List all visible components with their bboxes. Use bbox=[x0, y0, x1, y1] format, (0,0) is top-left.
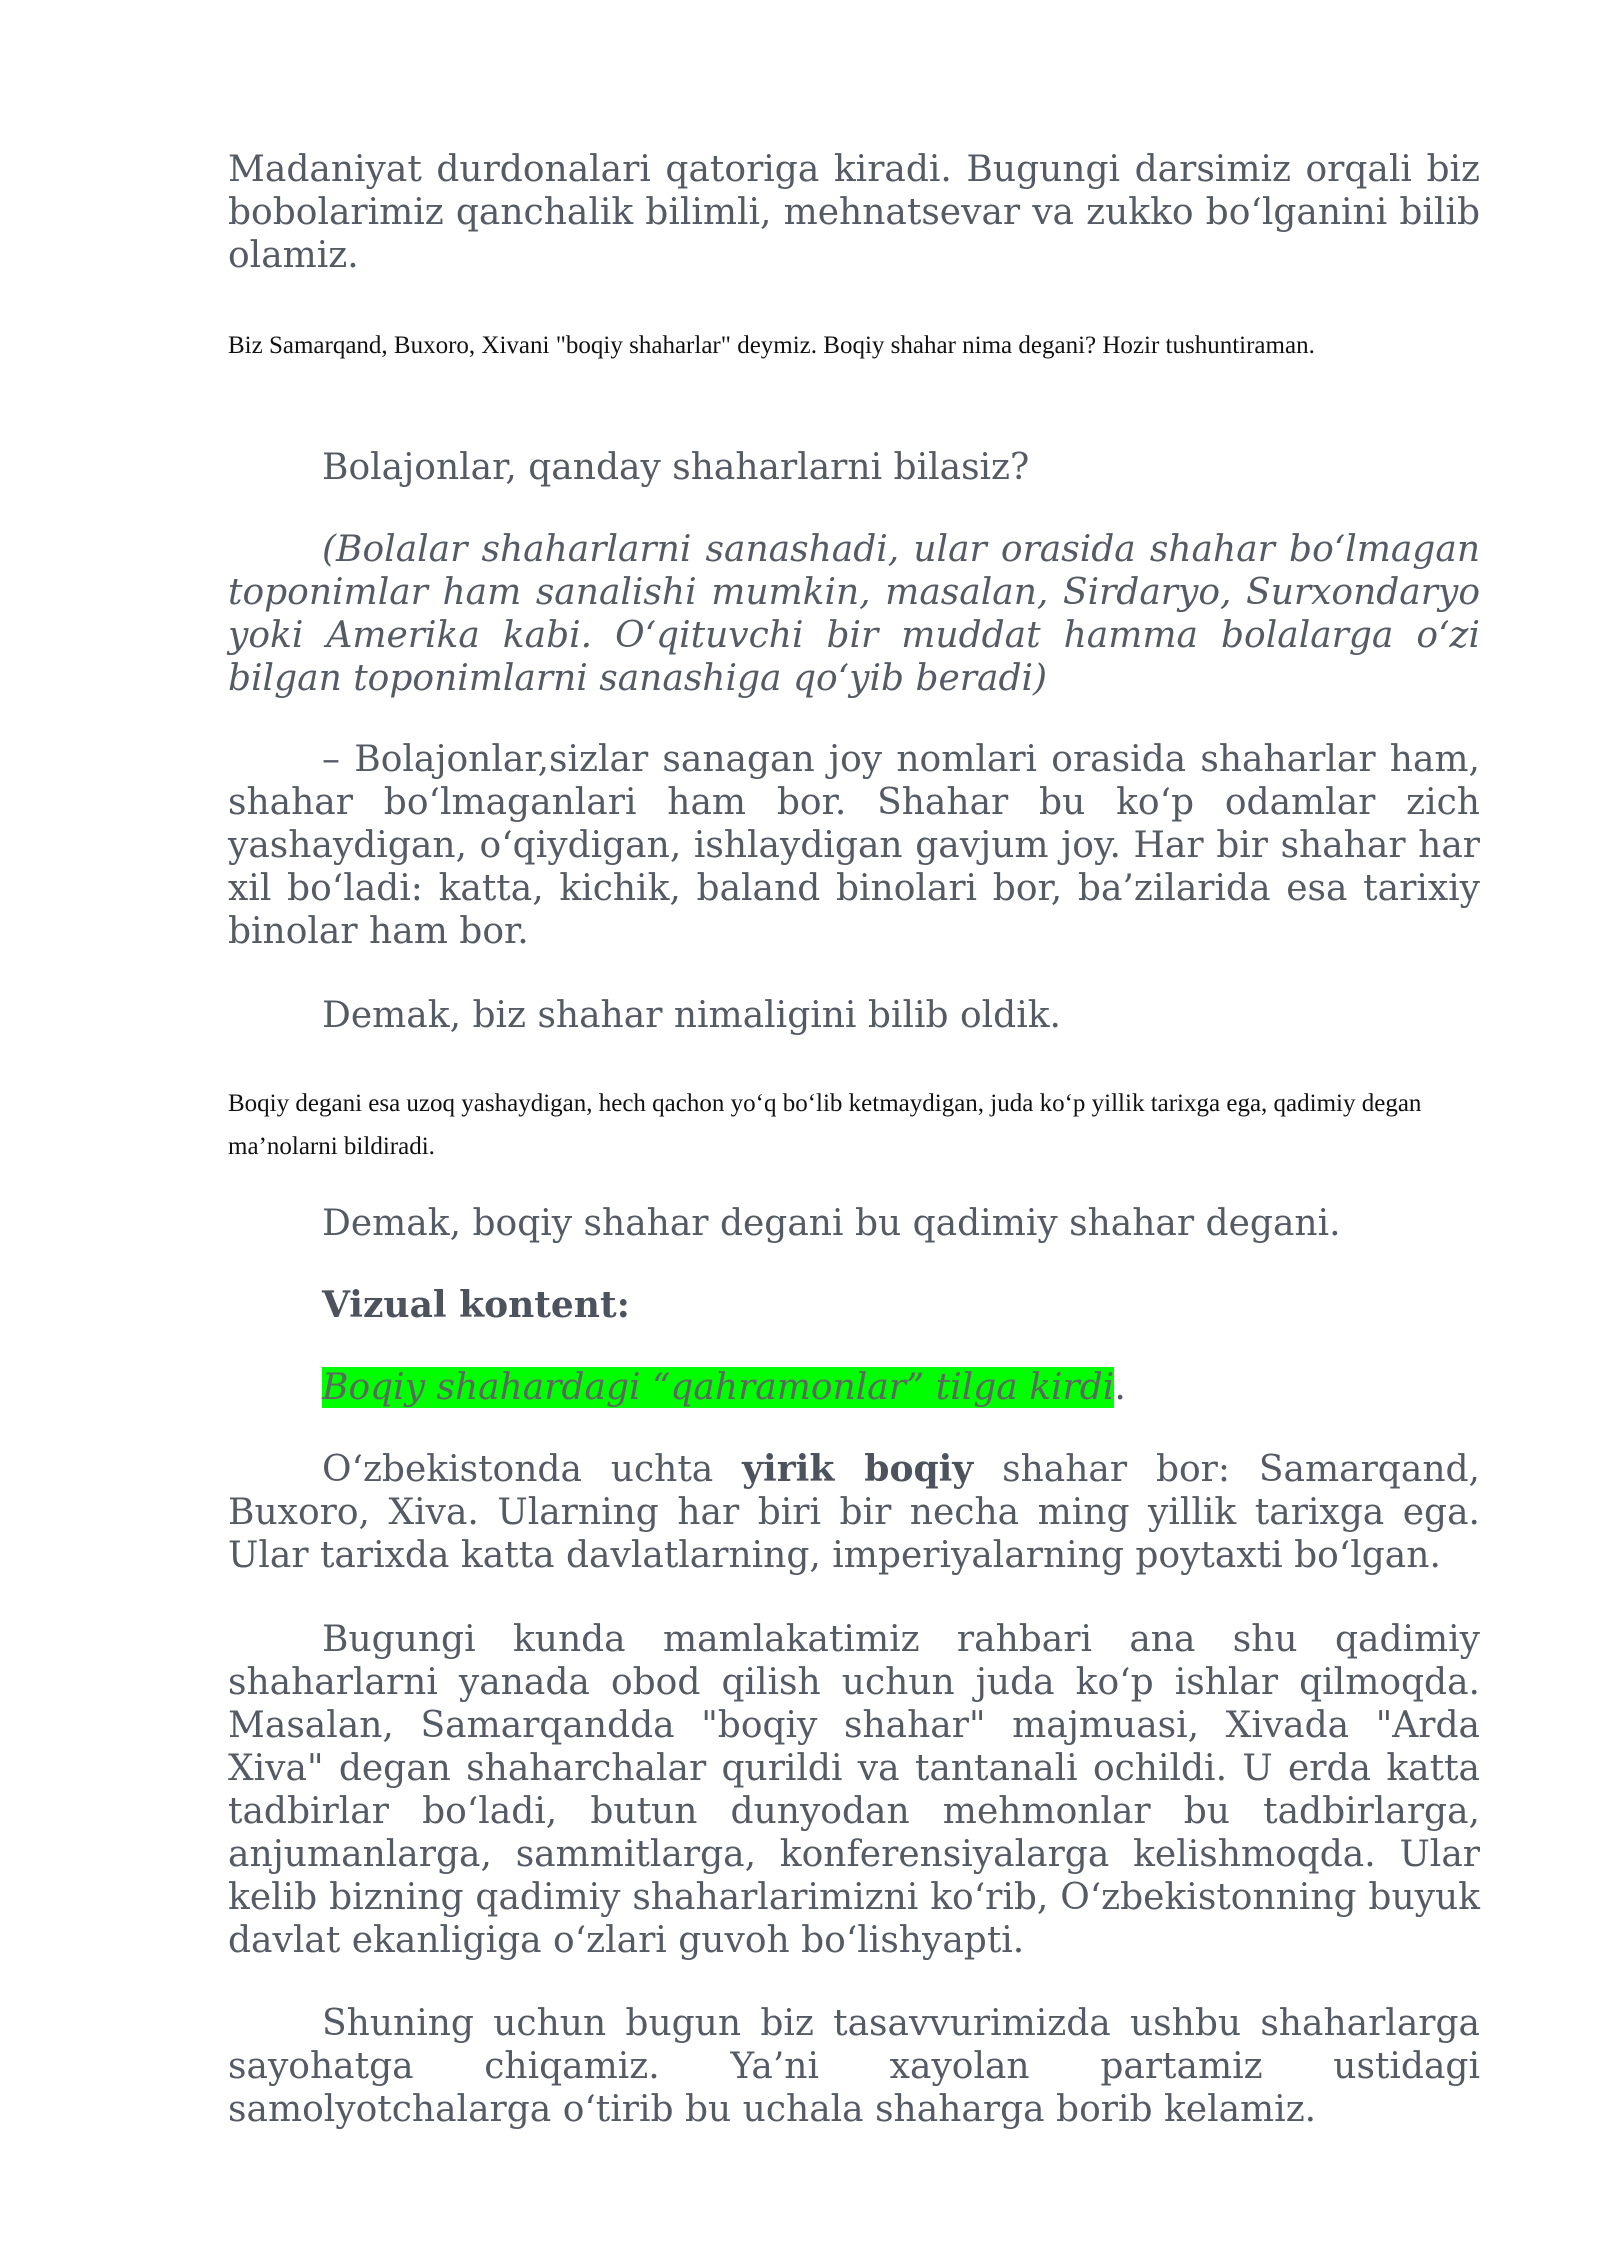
visual-content-heading: Vizual kontent: bbox=[322, 1284, 630, 1326]
paragraph-journey bbox=[228, 2002, 1480, 2131]
paragraph-text: Madaniyat durdonalari qatoriga kiradi. Bugungi darsimiz orqali biz bobolarimiz qanchalik bilimli, mehnatsevar va zukko bo‘lganini bilib olamiz. bbox=[228, 149, 1480, 276]
paragraph-boqiy-question bbox=[228, 324, 1480, 367]
paragraph-text-small: Boqiy degani esa uzoq yashaydigan, hech qachon yo‘q bo‘lib ketmaydigan, juda ko‘p yillik tarixga ega, qadimiy degan ma’nolarni bildiradi. bbox=[228, 1090, 1422, 1160]
text-segment: O‘zbekistonda uchta bbox=[322, 1449, 743, 1490]
bold-text: yirik boqiy bbox=[742, 1448, 974, 1490]
paragraph-today bbox=[228, 1618, 1480, 1962]
paragraph-intro bbox=[228, 148, 1480, 277]
paragraph-text: – Bolajonlar,sizlar sanagan joy nomlari orasida shaharlar ham, shahar bo‘lmaganlari ham bor. Shahar bu ko‘p odamlar zich yashaydigan, o‘qiydigan, ishlaydigan gavjum joy. Har bir shahar har xil bo‘ladi: katta, kichik, baland binolari bor, ba’zilarida esa tarixiy binolar ham bor. bbox=[228, 739, 1480, 952]
highlighted-line bbox=[228, 1366, 1480, 1409]
paragraph-text: Bugungi kunda mamlakatimiz rahbari ana shu qadimiy shaharlarni yanada obod qilish uchun juda ko‘p ishlar qilmoqda. Masalan, Samarqandda "boqiy shahar" majmuasi, Xivada "Arda Xiva" degan shaharchalar qurildi va tantanali ochildi. U erda katta tadbirlar bo‘ladi, butun dunyodan mehmonlar bu tadbirlarga, anjumanlarga, sammitlarga, konferensiyalarga kelishmoqda. Ular kelib bizning qadimiy shaharlarimizni ko‘rib, O‘zbekistonning buyuk davlat ekanligiga o‘zlari guvoh bo‘lishyapti. bbox=[228, 1619, 1480, 1961]
paragraph-cities bbox=[228, 1448, 1480, 1577]
paragraph-conclusion-2 bbox=[228, 1202, 1480, 1245]
paragraph-text: Demak, biz shahar nimaligini bilib oldik. bbox=[322, 995, 1061, 1036]
section-heading bbox=[228, 1284, 1480, 1327]
highlight-trailing-period: . bbox=[1114, 1367, 1126, 1408]
paragraph-text-small: Biz Samarqand, Buxoro, Xivani "boqiy shaharlar" deymiz. Boqiy shahar nima degani? Hozir tushuntiraman. bbox=[228, 332, 1315, 359]
paragraph-text bbox=[228, 1366, 1480, 1409]
paragraph-definition bbox=[228, 1082, 1480, 1168]
paragraph-text-italic: (Bolalar shaharlarni sanashadi, ular orasida shahar bo‘lmagan toponimlar ham sanalishi mumkin, masalan, Sirdaryo, Surxondaryo yoki Amerika kabi. O‘qituvchi bir muddat hamma bolalarga o‘zi bilgan toponimlarni sanashiga qo‘yib beradi) bbox=[228, 529, 1480, 699]
paragraph-text bbox=[228, 1448, 1480, 1577]
paragraph-text: Demak, boqiy shahar degani bu qadimiy shahar degani. bbox=[322, 1203, 1341, 1244]
paragraph-stage-direction bbox=[228, 528, 1480, 700]
text-segment: shahar bor: Samarqand, Buxoro, Xiva. Ularning har biri bir necha ming yillik tarixga ega. Ular tarixda katta davlatlarning, imperiyalarning poytaxti bo‘lgan. bbox=[228, 1449, 1480, 1576]
paragraph-text: Shuning uchun bugun biz tasavvurimizda ushbu shaharlarga sayohatga chiqamiz. Ya’ni xayolan partamiz ustidagi samolyotchalarga o‘tirib bu uchala shaharga borib kelamiz. bbox=[228, 2003, 1480, 2130]
paragraph-explanation bbox=[228, 738, 1480, 953]
paragraph-question bbox=[228, 446, 1480, 489]
paragraph-conclusion bbox=[228, 994, 1480, 1037]
paragraph-text: Bolajonlar, qanday shaharlarni bilasiz? bbox=[322, 447, 1030, 488]
highlighted-text: Boqiy shahardagi “qahramonlar” tilga kirdi bbox=[322, 1367, 1115, 1408]
